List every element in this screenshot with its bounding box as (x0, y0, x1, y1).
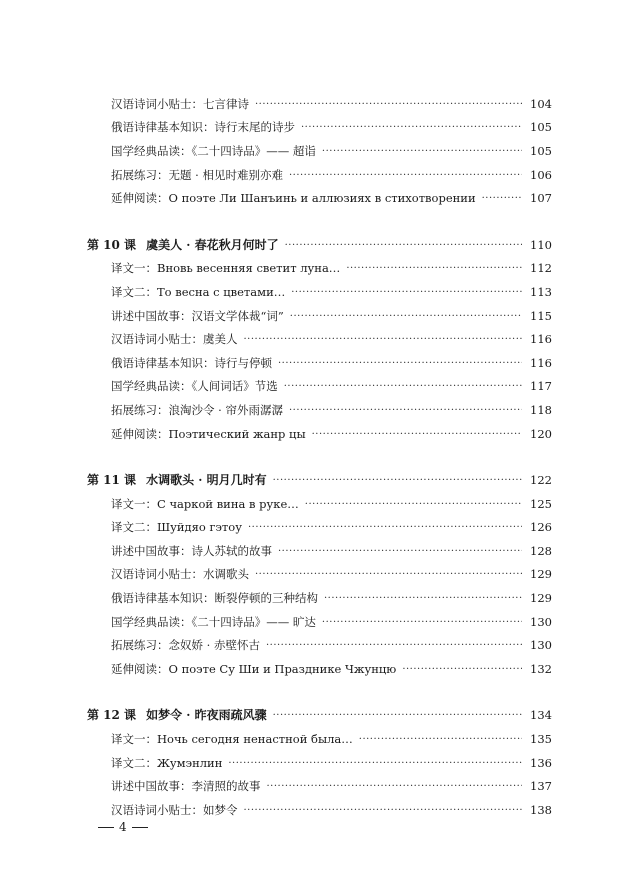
dot-leader (264, 780, 523, 794)
dot-leader (270, 474, 522, 488)
toc-entry-label: 汉语诗词小贴士：七言律诗 (111, 96, 249, 111)
dot-leader (245, 521, 522, 535)
toc-entry-label: 俄语诗律基本知识：断裂停顿的三种结构 (111, 591, 318, 606)
page-footer (93, 820, 153, 834)
toc-page-number: 128 (530, 543, 552, 558)
toc-lesson-heading[interactable] (87, 468, 552, 492)
toc-entry[interactable] (111, 586, 552, 610)
toc-entry-label: 俄语诗律基本知识：诗行与停顿 (111, 355, 272, 370)
dot-leader (319, 616, 522, 630)
toc-page-number: 135 (530, 732, 552, 747)
toc-page-number: 125 (530, 496, 552, 511)
toc-entry-label: 讲述中国故事：汉语文学体裁“词” (111, 308, 284, 323)
section-gap (0, 681, 633, 704)
toc-entry-label: 译文二：Шуйдяо гэтоу (111, 520, 242, 535)
toc-entry[interactable] (111, 563, 552, 587)
toc-entry[interactable] (111, 492, 552, 516)
dot-leader (281, 380, 522, 394)
dot-leader (302, 498, 522, 512)
toc-entry[interactable] (111, 633, 552, 657)
toc-entry[interactable] (111, 610, 552, 634)
toc-entry-label: 拓展练习：无题 · 相见时难别亦难 (111, 167, 283, 182)
toc-entry-label: 延伸阅读：О поэте Ли Шанъинь и аллюзиях в стихотворении (111, 191, 476, 206)
toc-entry-label: 汉语诗词小贴士：虞美人 (111, 332, 238, 347)
toc-entry[interactable] (111, 116, 552, 140)
toc-page-number: 132 (530, 661, 552, 676)
toc-entry-label: 延伸阅读：Поэтический жанр цы (111, 426, 306, 441)
toc-entry-label: 讲述中国故事：李清照的故事 (111, 779, 261, 794)
dot-leader (241, 804, 523, 818)
toc-entry-label: 拓展练习：念奴娇 · 赤壁怀古 (111, 638, 260, 653)
toc-page-number: 116 (530, 355, 552, 370)
lesson-title: 如梦令 · 昨夜雨疏风骤 (146, 708, 267, 723)
dot-leader (356, 733, 522, 747)
toc-entry-label: 国学经典品读：《人间词话》节选 (111, 379, 278, 394)
toc-entry-label: 译文二：То весна с цветами… (111, 284, 286, 299)
toc-page-number: 138 (530, 802, 552, 817)
dot-leader (270, 709, 522, 723)
dot-leader (263, 639, 522, 653)
dot-leader (287, 310, 522, 324)
toc-entry[interactable] (111, 257, 552, 281)
toc-page-number: 129 (530, 567, 552, 582)
toc-page-number: 107 (530, 191, 552, 206)
lesson-title-group (87, 473, 270, 487)
dot-leader (399, 663, 522, 677)
toc-entry[interactable] (111, 398, 552, 422)
dot-leader (319, 145, 522, 159)
toc-page-number: 122 (530, 473, 552, 488)
toc-entry-label: 汉语诗词小贴士：水调歌头 (111, 567, 249, 582)
dot-leader (241, 333, 523, 347)
toc-page-number: 120 (530, 426, 552, 441)
toc-page-number: 116 (530, 332, 552, 347)
toc-entry[interactable] (111, 751, 552, 775)
toc-entry[interactable] (111, 351, 552, 375)
toc-page-number: 136 (530, 755, 552, 770)
footer-dash-left (98, 827, 114, 828)
toc-page-number: 106 (530, 167, 552, 182)
toc-entry-label: 俄语诗律基本知识：诗行末尾的诗步 (111, 120, 295, 135)
toc-entry-label: 拓展练习：浪淘沙令 · 帘外雨潺潺 (111, 402, 283, 417)
dot-leader (275, 357, 522, 371)
toc-page-number: 134 (530, 708, 552, 723)
toc-entry[interactable] (111, 422, 552, 446)
dot-leader (286, 404, 522, 418)
toc-entry-label: 译文一：С чаркой вина в руке… (111, 496, 299, 511)
dot-leader (309, 428, 522, 442)
toc-entry-label: 讲述中国故事：诗人苏轼的故事 (111, 543, 272, 558)
lesson-number: 第 11 课 (87, 473, 137, 488)
toc-page-number: 104 (530, 96, 552, 111)
toc-page-number: 126 (530, 520, 552, 535)
dot-leader (343, 262, 522, 276)
dot-leader (298, 121, 522, 135)
dot-leader (479, 192, 522, 206)
toc-page-number: 117 (530, 379, 552, 394)
toc-entry-label: 译文一：Ночь сегодня ненастной была… (111, 732, 353, 747)
toc-page-number: 130 (530, 614, 552, 629)
dot-leader (286, 169, 522, 183)
toc-entry[interactable] (111, 516, 552, 540)
toc-lesson-heading[interactable] (87, 233, 552, 257)
toc-page-number: 129 (530, 591, 552, 606)
page-number: 4 (119, 820, 127, 834)
toc-entry[interactable] (111, 657, 552, 681)
toc-page-number: 112 (530, 261, 552, 276)
toc-entry[interactable] (111, 327, 552, 351)
lesson-title-group (87, 708, 270, 722)
lesson-title: 虞美人 · 春花秋月何时了 (146, 237, 279, 252)
dot-leader (321, 592, 522, 606)
toc-entry[interactable] (111, 92, 552, 116)
toc-entry[interactable] (111, 163, 552, 187)
footer-dash-right (132, 827, 148, 828)
toc-entry[interactable] (111, 375, 552, 399)
toc-entry-label: 译文一：Вновь весенняя светит луна… (111, 261, 341, 276)
dot-leader (282, 239, 522, 253)
lesson-title-group (87, 238, 282, 252)
toc-entry[interactable] (111, 774, 552, 798)
toc-page-number: 113 (530, 284, 552, 299)
section-gap (0, 210, 633, 233)
toc-page-number: 105 (530, 120, 552, 135)
toc-page-number: 118 (530, 402, 552, 417)
toc-entry-label: 延伸阅读：О поэте Су Ши и Празднике Чжунцю (111, 661, 397, 676)
toc-entry[interactable] (111, 304, 552, 328)
toc-entry-label: 汉语诗词小贴士：如梦令 (111, 802, 238, 817)
toc-entry[interactable] (111, 280, 552, 304)
toc-entry[interactable] (111, 539, 552, 563)
toc-page-number: 130 (530, 638, 552, 653)
toc-page-number: 110 (530, 237, 552, 252)
lesson-number: 第 10 课 (87, 237, 137, 252)
toc-entry-label: 国学经典品读：《二十四诗品》—— 旷达 (111, 614, 316, 629)
dot-leader (225, 757, 522, 771)
toc-page-number: 137 (530, 779, 552, 794)
dot-leader (288, 286, 522, 300)
dot-leader (252, 98, 522, 112)
toc-entry[interactable] (111, 186, 552, 210)
section-gap (0, 445, 633, 468)
toc-page-number: 115 (530, 308, 552, 323)
table-of-contents (0, 92, 633, 822)
dot-leader (275, 545, 522, 559)
dot-leader (252, 568, 522, 582)
toc-entry-label: 译文二：Жумэнлин (111, 755, 223, 770)
toc-lesson-heading[interactable] (87, 704, 552, 728)
toc-entry-label: 国学经典品读：《二十四诗品》—— 超诣 (111, 143, 316, 158)
toc-entry[interactable] (111, 727, 552, 751)
toc-page-number: 105 (530, 143, 552, 158)
toc-entry[interactable] (111, 798, 552, 822)
lesson-number: 第 12 课 (87, 708, 137, 723)
lesson-title: 水调歌头 · 明月几时有 (146, 473, 267, 488)
toc-entry[interactable] (111, 139, 552, 163)
